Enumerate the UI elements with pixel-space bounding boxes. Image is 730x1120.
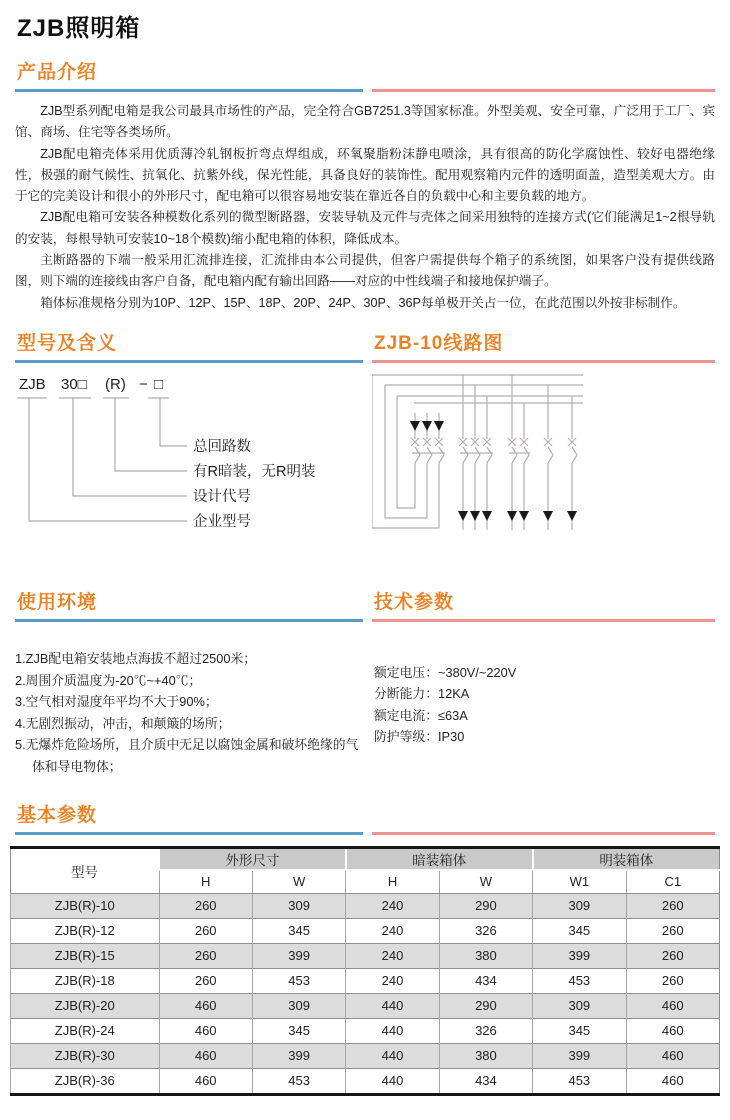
page-title: ZJB照明箱 [17,15,141,42]
table-cell: 309 [533,893,626,918]
table-cell: 434 [439,968,532,993]
circuit-heading: ZJB-10线路图 [374,332,504,354]
table-cell: 399 [533,1043,626,1068]
table-cell: 380 [439,1043,532,1068]
environment-column [15,587,363,778]
environment-list-item: 3.空气相对湿度年平均不大于90%； [15,694,218,710]
tech-param-item: 额定电流：≤63A [374,707,468,723]
environment-list-item: 2.周围介质温度为-20℃~+40℃； [15,672,202,688]
col-header-w2: W [439,870,532,894]
table-cell: 240 [346,943,439,968]
circuit-diagram-svg [372,373,715,543]
table-cell: ZJB(R)-12 [11,918,160,943]
table-cell: 309 [252,893,345,918]
tech-param-item: 额定电压：~380V/~220V [374,664,517,680]
table-cell: 260 [626,968,719,993]
table-cell: 440 [346,993,439,1018]
table-cell: 460 [626,1018,719,1043]
rule-blue-segment [15,619,363,622]
col-header-c1: C1 [626,870,719,894]
environment-heading: 使用环境 [17,591,98,613]
tech-heading: 技术参数 [374,591,455,613]
environment-list-item: 4.无剧烈振动，冲击，和颠簸的场所； [15,715,231,731]
table-cell: 240 [346,918,439,943]
environment-list [15,648,363,778]
tech-params-list [374,662,715,748]
model-token: ZJB [19,375,46,393]
model-meaning-column [15,328,363,563]
rule-blue-segment [15,360,363,363]
table-cell: 399 [252,943,345,968]
intro-paragraph: ZJB型系列配电箱是我公司最具市场性的产品，完全符合GB7251.3等国家标准。外型美观、安全可靠，广泛用于工厂、宾馆、商场、住宅等各类场所。 [15,104,715,140]
col-header-w: W [252,870,345,894]
zjb-10-circuit-diagram [372,373,715,563]
environment-list-item: 5.无爆炸危险场所，且介质中无足以腐蚀金属和破坏绝缘的气体和导电物体； [15,737,359,774]
model-label: 总回路数 [193,438,251,455]
model-label: 有R暗装，无R明装 [193,463,316,480]
intro-paragraph: 箱体标准规格分别为10P、12P、15P、18P、20P、24P、30P、36P每单极开关占一位，在此范围以外按非标制作。 [40,295,686,310]
table-cell: 380 [439,943,532,968]
table-cell: 460 [626,1043,719,1068]
tech-param-item: 分断能力：12KA [374,686,470,702]
model-label: 企业型号 [193,513,251,530]
table-cell: 460 [159,993,252,1018]
model-token: − [139,375,148,393]
incoming-arrow-icons [410,421,444,431]
table-cell: ZJB(R)-15 [11,943,160,968]
rule-blue-segment [15,832,363,835]
table-cell: 260 [159,943,252,968]
intro-heading: 产品介绍 [17,62,98,83]
model-meaning-diagram [15,373,363,563]
tech-param-item: 防护等级：IP30 [374,729,465,745]
section-basic-params [15,800,715,1096]
table-cell: 326 [439,1018,532,1043]
table-cell: 440 [346,1018,439,1043]
rule-red-segment [372,360,715,363]
table-cell: 260 [159,968,252,993]
model-token: □ [154,375,164,393]
table-row [11,993,720,1018]
model-token: (R) [105,375,126,393]
table-cell: 326 [439,918,532,943]
table-cell: 309 [533,993,626,1018]
table-cell: 453 [252,968,345,993]
table-cell: 434 [439,1068,532,1094]
table-cell: 460 [159,1018,252,1043]
table-cell: 399 [533,943,626,968]
table-cell: 260 [626,918,719,943]
table-cell: ZJB(R)-20 [11,993,160,1018]
header-rule [15,832,715,835]
header-rule [15,89,715,92]
intro-paragraphs [15,101,715,314]
table-cell: 460 [159,1068,252,1094]
table-cell: 260 [626,893,719,918]
table-cell: 309 [252,993,345,1018]
table-cell: 260 [626,943,719,968]
table-cell: 453 [252,1068,345,1094]
table-cell: 440 [346,1043,439,1068]
table-cell: 453 [533,968,626,993]
intro-paragraph: 主断路器的下端一般采用汇流排连接，汇流排由本公司提供，但客户需提供每个箱子的系统图，如果客户没有提供线路图，则下端的连接线由客户自备，配电箱内配有输出回路——对应的中性线端子和接地保护端子。 [15,253,715,289]
col-header-model: 型号 [11,847,160,893]
basic-params-table-body [11,893,720,1094]
table-cell: ZJB(R)-18 [11,968,160,993]
model-token: 30□ [61,375,87,393]
table-cell: 453 [533,1068,626,1094]
rule-red-segment [372,619,715,622]
table-cell: ZJB(R)-24 [11,1018,160,1043]
table-row [11,893,720,918]
table-cell: ZJB(R)-10 [11,893,160,918]
table-cell: 290 [439,993,532,1018]
table-cell: 440 [346,1068,439,1094]
table-cell: 460 [626,993,719,1018]
model-label: 设计代号 [193,488,251,505]
intro-paragraph: ZJB配电箱可安装各种模数化系列的微型断路器，安装导轨及元件与壳体之间采用独特的连接方式(它们能满足1~2根导轨的安装，每根导轨可安装10~18个模数)缩小配电箱的体积，降低成本。 [15,210,715,246]
table-cell: 460 [626,1068,719,1094]
basic-params-table [10,846,720,1096]
rule-red-segment [372,89,715,92]
table-cell: 345 [533,918,626,943]
basic-heading: 基本参数 [17,804,98,826]
tech-column [372,587,715,778]
section-intro-header [15,57,715,92]
rule-blue-segment [15,89,363,92]
col-group-surface-box: 明装箱体 [533,847,720,870]
table-cell: ZJB(R)-30 [11,1043,160,1068]
row-environment-and-tech [15,587,715,778]
table-row [11,943,720,968]
col-header-w1: W1 [533,870,626,894]
environment-list-item: 1.ZJB配电箱安装地点海拔不超过2500米； [15,650,257,666]
col-header-h: H [159,870,252,894]
table-cell: 240 [346,968,439,993]
col-header-h2: H [346,870,439,894]
circuit-column [372,328,715,563]
table-cell: 290 [439,893,532,918]
col-group-outline-size: 外形尺寸 [159,847,346,870]
table-cell: 260 [159,918,252,943]
table-row [11,1018,720,1043]
table-cell: ZJB(R)-36 [11,1068,160,1094]
intro-paragraph: ZJB配电箱壳体采用优质薄冷轧钢板折弯点焊组成，环氧聚脂粉沫静电喷涂，具有很高的防化学腐蚀性、较好电器绝缘性，极强的耐气候性、抗氧化、抗紫外线，保光性能，具备良好的装饰性。配用观察箱内元件的透明面盖，造型美观大方。由于它的完美设计和很小的外形尺寸，配电箱可以很容易地安装在靠近各自的负载中心和主要负载的地方。 [15,146,715,204]
row-model-and-circuit [15,328,715,563]
table-cell: 345 [252,918,345,943]
table-row [11,1068,720,1094]
model-diagram-svg [15,373,363,541]
table-cell: 345 [533,1018,626,1043]
table-row [11,918,720,943]
table-cell: 399 [252,1043,345,1068]
table-cell: 240 [346,893,439,918]
outgoing-arrow-icons [458,511,577,521]
table-row [11,1043,720,1068]
model-heading: 型号及含义 [17,332,118,354]
table-cell: 260 [159,893,252,918]
table-cell: 460 [159,1043,252,1068]
table-cell: 345 [252,1018,345,1043]
table-row [11,968,720,993]
rule-red-segment [372,832,715,835]
col-group-flush-box: 暗装箱体 [346,847,533,870]
